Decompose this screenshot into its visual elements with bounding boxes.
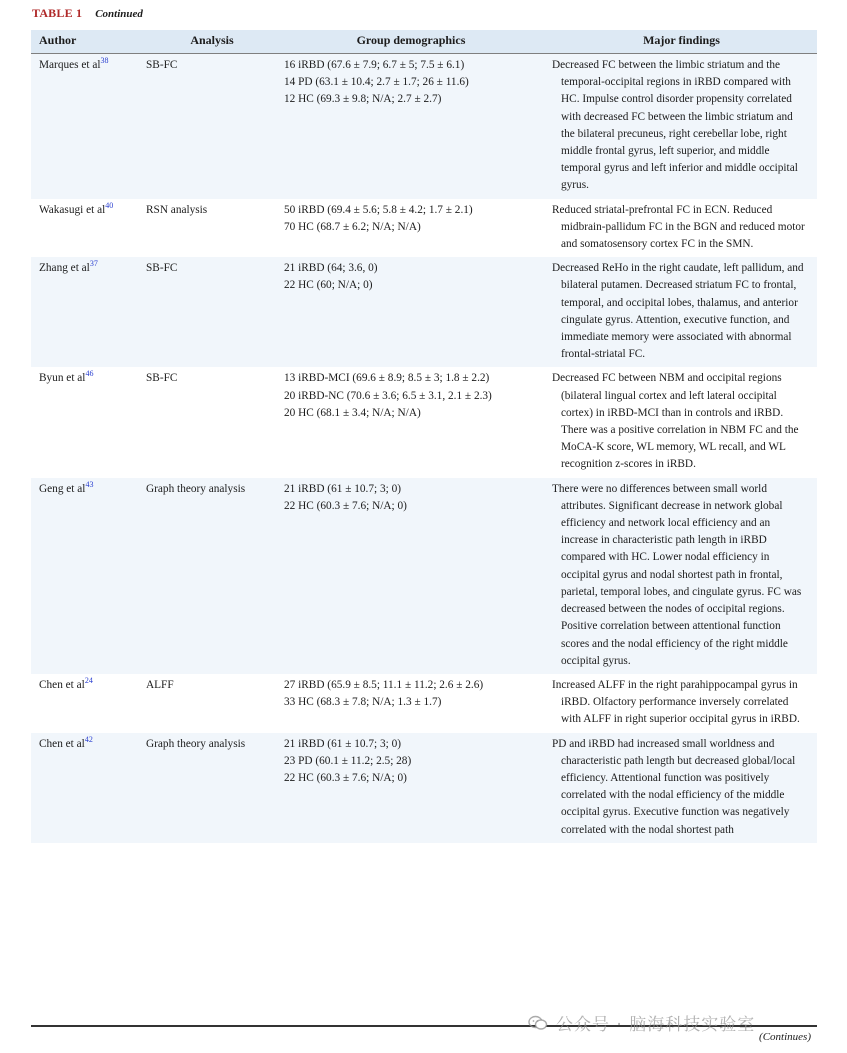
author-name: Byun et al (39, 372, 86, 385)
watermark-text: 公众号 · 脑海科技实验室 (556, 1015, 756, 1035)
demographic-line: 20 iRBD-NC (70.6 ± 3.6; 6.5 ± 3.1, 2.1 ± 2.3) (284, 389, 492, 402)
demographic-line: 16 iRBD (67.6 ± 7.9; 6.7 ± 5; 7.5 ± 6.1) (284, 59, 465, 71)
table-body (31, 54, 817, 843)
table-row (31, 257, 817, 367)
table-row (31, 733, 817, 843)
demographic-line: 22 HC (60.3 ± 7.6; N/A; 0) (284, 771, 407, 784)
analysis-cell: Graph theory analysis (146, 733, 276, 843)
analysis-cell: ALFF (146, 674, 276, 733)
demographic-line: 70 HC (68.7 ± 6.2; N/A; N/A) (284, 220, 421, 233)
demographic-line: 13 iRBD-MCI (69.6 ± 8.9; 8.5 ± 3; 1.8 ± 2.2) (284, 372, 490, 385)
findings-text: There were no differences between small world attributes. Significant decrease in network global efficiency and network local efficiency and an increase in characteristic path length in iRBD compared with HC. Lower nodal efficiency in occipital gyrus and nodal shortest path in frontal, parietal, temporal lobes, and cingulate gyrus. FC was decreased between the nodes of occipital regions. Positive correlation between attentional function scores and the nodal efficiency of the right middle occipital gyrus. (552, 482, 802, 667)
demographic-line: 21 iRBD (61 ± 10.7; 3; 0) (284, 737, 401, 750)
analysis-cell: RSN analysis (146, 199, 276, 258)
findings-cell (544, 733, 817, 843)
table-row (31, 367, 817, 477)
reference-link[interactable]: 40 (105, 200, 114, 210)
findings-text: Increased ALFF in the right parahippocampal gyrus in iRBD. Olfactory performance inversely correlated with ALFF in right superior occipital gyrus in iRBD. (552, 678, 800, 726)
author-cell (31, 478, 146, 674)
findings-text: Reduced striatal-prefrontal FC in ECN. Reduced midbrain-pallidum FC in the BGN and reduced motor and somatosensory cortex FC in the SMN. (552, 203, 805, 251)
analysis-cell: Graph theory analysis (146, 478, 276, 674)
continued-label: Continued (95, 8, 143, 20)
table-row (31, 478, 817, 674)
author-name: Zhang et al (39, 262, 90, 275)
author-cell (31, 674, 146, 733)
column-header-author: Author (31, 30, 146, 54)
author-cell (31, 199, 146, 258)
reference-link[interactable]: 38 (100, 56, 109, 66)
findings-cell (544, 674, 817, 733)
reference-link[interactable]: 46 (85, 369, 94, 379)
column-header-analysis: Analysis (146, 30, 276, 54)
table-caption (32, 6, 143, 21)
findings-text: Decreased FC between NBM and occipital regions (bilateral lingual cortex and left lateral occipital cortex) in iRBD-MCI than in controls and iRBD. There was a positive correlation in NBM FC and the MoCA-K score, WL memory, WL recall, and WL recognition z-scores in iRBD. (552, 372, 799, 471)
analysis-cell: SB-FC (146, 257, 276, 367)
demographic-line: 21 iRBD (61 ± 10.7; 3; 0) (284, 482, 401, 495)
author-name: Chen et al (39, 737, 85, 750)
demographic-line: 12 HC (69.3 ± 9.8; N/A; 2.7 ± 2.7) (284, 93, 442, 106)
demographic-line: 14 PD (63.1 ± 10.4; 2.7 ± 1.7; 26 ± 11.6) (284, 76, 469, 89)
demographics-cell (276, 257, 544, 367)
column-header-demographics: Group demographics (276, 30, 544, 54)
table-label: TABLE 1 (32, 6, 83, 20)
demographics-cell (276, 478, 544, 674)
column-header-findings: Major findings (544, 30, 817, 54)
findings-text: PD and iRBD had increased small worldness and characteristic path length but decreased global/local efficiency. Attentional function was positively correlated with the nodal efficiency of the middle occipital gyrus. Executive function was negatively correlated with the nodal shortest path (552, 737, 796, 836)
demographic-line: 20 HC (68.1 ± 3.4; N/A; N/A) (284, 406, 421, 419)
analysis-cell: SB-FC (146, 54, 276, 199)
demographic-line: 33 HC (68.3 ± 7.8; N/A; 1.3 ± 1.7) (284, 696, 442, 709)
demographics-cell (276, 674, 544, 733)
reference-link[interactable]: 24 (84, 676, 93, 686)
findings-cell (544, 367, 817, 477)
reference-link[interactable]: 37 (89, 259, 98, 269)
table-row (31, 199, 817, 258)
table-header-row (31, 30, 817, 54)
findings-cell (544, 257, 817, 367)
demographics-cell (276, 199, 544, 258)
continues-label: (Continues) (759, 1031, 811, 1043)
demographic-line: 22 HC (60; N/A; 0) (284, 279, 373, 292)
findings-text: Decreased FC between the limbic striatum and the temporal-occipital regions in iRBD compared with HC. Impulse control disorder propensity correlated with decreased FC between the limbic striatum and the bilateral precuneus, right cerebellar lobe, right middle frontal gyrus, left superior, and middle temporal gyrus and left inferior and middle occipital gyrus. (552, 59, 798, 192)
table-row (31, 674, 817, 733)
watermark (528, 1010, 755, 1035)
reference-link[interactable]: 42 (84, 734, 93, 744)
findings-table (31, 30, 817, 843)
findings-cell (544, 478, 817, 674)
reference-link[interactable]: 43 (85, 479, 94, 489)
author-cell (31, 367, 146, 477)
author-name: Marques et al (39, 59, 101, 71)
demographic-line: 23 PD (60.1 ± 11.2; 2.5; 28) (284, 754, 412, 767)
demographic-line: 22 HC (60.3 ± 7.6; N/A; 0) (284, 499, 407, 512)
wechat-icon (528, 1015, 548, 1031)
demographics-cell (276, 733, 544, 843)
findings-cell (544, 199, 817, 258)
demographic-line: 21 iRBD (64; 3.6, 0) (284, 262, 378, 275)
author-cell (31, 257, 146, 367)
demographic-line: 50 iRBD (69.4 ± 5.6; 5.8 ± 4.2; 1.7 ± 2.1) (284, 203, 473, 216)
author-name: Chen et al (39, 678, 85, 691)
findings-cell (544, 54, 817, 199)
author-cell (31, 54, 146, 199)
demographics-cell (276, 367, 544, 477)
demographics-cell (276, 54, 544, 199)
analysis-cell: SB-FC (146, 367, 276, 477)
findings-text: Decreased ReHo in the right caudate, left pallidum, and bilateral putamen. Decreased striatum FC to frontal, temporal, and occipital lobes, thalamus, and anterior cingulate gyrus. Attention, executive function, and immediate memory were associated with abnormal frontal-striatal FC. (552, 262, 804, 361)
author-name: Wakasugi et al (39, 203, 106, 216)
author-cell (31, 733, 146, 843)
demographic-line: 27 iRBD (65.9 ± 8.5; 11.1 ± 11.2; 2.6 ± 2.6) (284, 678, 484, 691)
author-name: Geng et al (39, 482, 86, 495)
table-row (31, 54, 817, 199)
